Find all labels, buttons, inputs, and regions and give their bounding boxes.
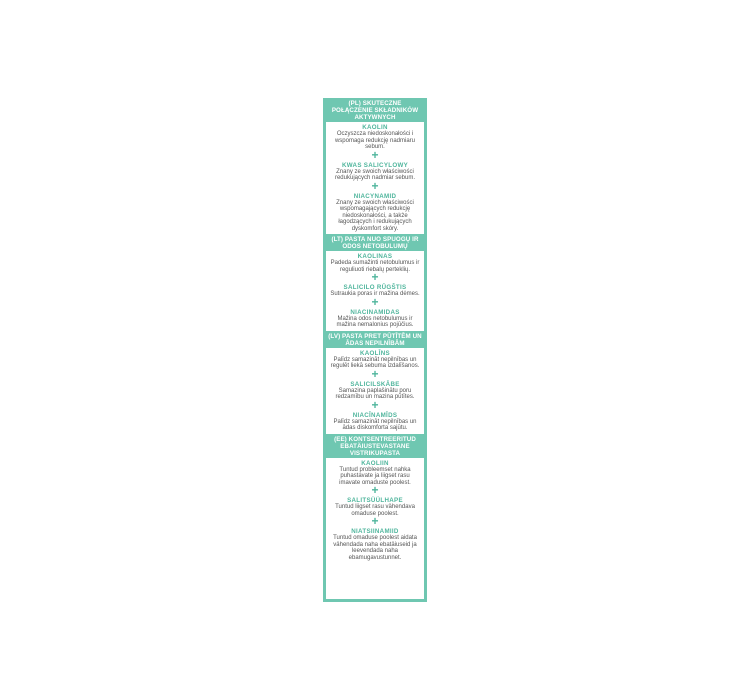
product-label-panel	[323, 98, 427, 602]
ingredient-name: KAOLIIN	[361, 459, 389, 467]
ingredient-description: Padeda sumažinti netobulumus ir reguliuoti riebalų perteklių.	[330, 260, 420, 273]
section-heading: (LV) PASTA PRET PŪTĪTĒM UN ĀDAS NEPILNĪBĀM	[326, 331, 424, 348]
plus-icon: +	[371, 178, 379, 193]
section-lv	[326, 331, 424, 432]
section-heading: (LT) PASTA NUO SPUOGŲ IR ODOS NETOBULUMŲ	[326, 234, 424, 251]
ingredient-name: NIACĪNAMĪDS	[352, 411, 398, 419]
ingredient-name: SALICILO RŪGŠTIS	[343, 284, 407, 291]
ingredient-name: SALITSÜÜLHAPE	[347, 497, 403, 504]
ingredient-description: Palīdz samazināt nepilnības un regulēt liekā sebuma izdalīšanos.	[330, 356, 420, 369]
section-heading: (PL) SKUTECZNE POŁĄCZENIE SKŁADNIKÓW AKTYWNYCH	[326, 98, 424, 122]
ingredient-description: Samazina paplašinātu poru redzamību un mazina pūtītes.	[335, 387, 415, 400]
ingredient-name: KAOLĪNS	[360, 349, 390, 357]
ingredient-description: Tuntud liigset rasu vähendava omaduse poolest.	[335, 504, 415, 517]
plus-icon: +	[371, 294, 379, 309]
plus-icon: +	[371, 270, 379, 284]
ingredient-description: Tuntud probleemset nahka puhastavate ja liigset rasu imavate omaduste poolest.	[339, 466, 411, 486]
plus-icon: +	[371, 514, 379, 528]
ingredient-name: KAOLINAS	[357, 253, 393, 260]
ingredient-name: NIATSIINAMIID	[351, 528, 399, 535]
ingredient-description: Znany ze swoich właściwości wspomagających redukcję niedoskonałości, a także łagodzących i redukujących dyskomfort skóry.	[336, 199, 414, 232]
section-pl	[326, 98, 424, 232]
ingredient-name: NIACYNAMID	[353, 192, 397, 200]
ingredient-description: Sutraukia poras ir mažina dėmes.	[330, 291, 420, 297]
ingredient-name: KAOLIN	[362, 124, 388, 131]
ingredient-name: NIACINAMIDAS	[350, 308, 400, 316]
plus-icon: +	[371, 366, 379, 381]
ingredient-name: SALICILSKĀBE	[350, 380, 400, 388]
ingredient-name: KWAS SALICYLOWY	[341, 161, 409, 169]
plus-icon: +	[371, 483, 379, 497]
section-heading: (EE) KONTSENTREERITUD EBATÄIUSTEVASTANE VISTRIKUPASTA	[326, 434, 424, 458]
plus-icon: +	[371, 147, 379, 162]
ingredient-description: Tuntud omaduse poolest aidata vähendada naha ebatäiuseid ja leevendada naha ebamugavustunnet.	[333, 535, 417, 561]
section-ee	[326, 434, 424, 562]
ingredient-description: Mažina odos netobulumus ir mažina nemalonius pojūčius.	[336, 315, 414, 328]
ingredient-description: Oczyszcza niedoskonałości i wspomaga redukcję nadmiaru sebum.	[334, 131, 416, 150]
plus-icon: +	[371, 397, 379, 412]
section-lt	[326, 234, 424, 329]
ingredient-description: Palīdz samazināt nepilnības un ādas diskomforta sajūtu.	[333, 418, 417, 431]
ingredient-description: Znany ze swoich właściwości redukujących nadmiar sebum.	[334, 168, 416, 181]
